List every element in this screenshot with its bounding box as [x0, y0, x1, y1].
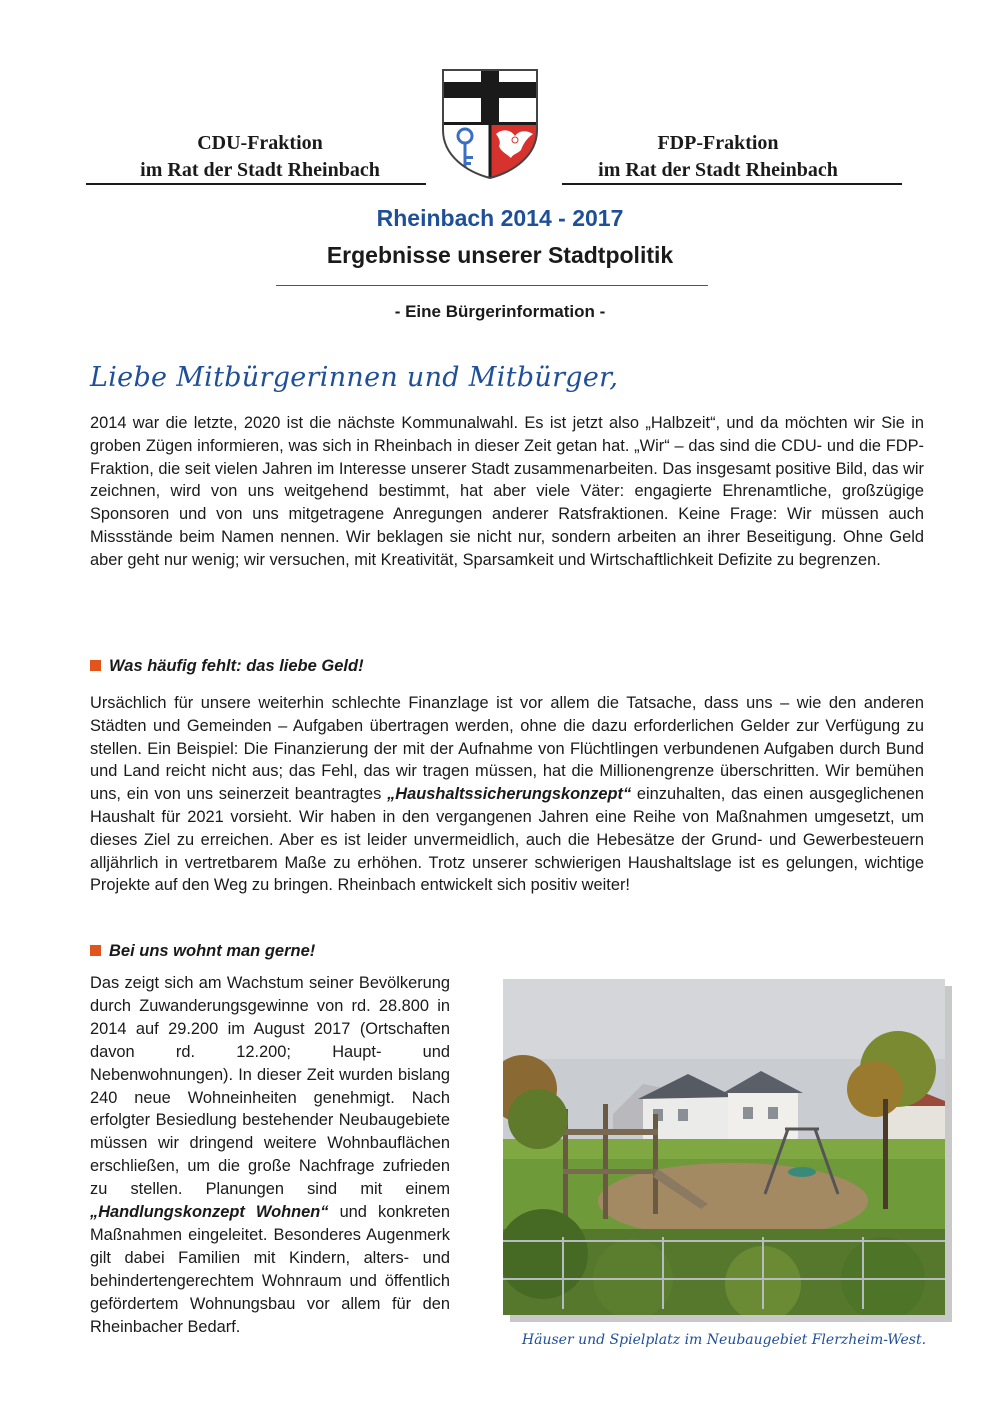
salutation: Liebe Mitbürgerinnen und Mitbürger, — [90, 362, 619, 393]
playground-photo-illustration — [503, 979, 945, 1315]
section-geld-paragraph — [90, 692, 924, 897]
coat-of-arms-logo — [441, 68, 539, 180]
header-fdp-line1: FDP-Fraktion — [657, 132, 779, 154]
subtitle: - Eine Bürgerinformation - — [394, 302, 606, 321]
section-geld-text-a: Ursächlich für unsere weiterhin schlechte Finanzlage ist vor allem die Tatsache, dass uns – wie den anderen Städten und Gemeinden – Aufgaben übertragen werden, ohne die dazu erforderlichen Gelder zur Verfügung zu stellen. Ein Beispiel: Die Finanzierung der mit der Aufnahme von Flüchtlingen verbundenen Aufgaben durch Bund und Land reicht nicht aus; das Fehl, das wir tragen müssen, hat die Millionengrenze überschritten. Wir bemühen uns, ein von uns seinerzeit beantragtes — [90, 694, 924, 804]
bullet-square-icon — [90, 660, 101, 671]
section-wohnen-text-b: und konkreten Maßnahmen eingeleitet. Besonderes Augenmerk gilt dabei Familien mit Kindern, alters- und behindertengerechtem Wohnraum und öffentlich gefördertem Wohnungsbau vor allem für den Rheinbacher Bedarf. — [90, 1203, 451, 1336]
title-main: Ergebnisse unserer Stadtpolitik — [326, 242, 674, 268]
section-heading-geld-text: Was häufig fehlt: das liebe Geld! — [109, 657, 364, 675]
title-rule — [276, 285, 708, 286]
section-geld-text-b: einzuhalten, das einen ausgeglichenen Haushalt für 2021 vorsieht. Wir haben in den vergangenen Jahren eine Reihe von Maßnahmen umgesetzt, um dieses Ziel zu erreichen. Aber es ist leider unvermeidlich, auch die Hebesätze der Grund- und Gewerbesteuern alljährlich in vertretbarem Maße zu erhöhen. Trotz unserer schwierigen Haushaltslage ist es gelungen, wichtige Projekte auf den Weg zu bringen. Rheinbach entwickelt sich positiv weiter! — [90, 785, 924, 895]
header-rule-left — [86, 183, 426, 185]
header-cdu-line2: im Rat der Stadt Rheinbach — [140, 159, 380, 181]
section-wohnen-text-a: Das zeigt sich am Wachstum seiner Bevölkerung durch Zuwanderungsgewinne von rd. 28.800 in 2014 auf 29.200 im August 2017 (Ortschaften davon rd. 12.200; Haupt- und Nebenwohnungen). In dieser Zeit wurden bislang 240 neue Wohneinheiten genehmigt. Nach erfolgter Besiedlung bestehender Neubaugebiete müssen wir dringend weitere Wohnbauflächen erschließen, um die große Nachfrage zufrieden zu stellen. Planungen sind mit einem — [90, 974, 450, 1199]
section-heading-wohnen — [90, 942, 315, 961]
title-years: Rheinbach 2014 - 2017 — [376, 205, 624, 231]
header-rule-right — [562, 183, 902, 185]
photo-caption: Häuser und Spielplatz im Neubaugebiet Flerzheim-West. — [521, 1332, 927, 1348]
section-heading-wohnen-text: Bei uns wohnt man gerne! — [109, 942, 316, 960]
section-geld-emphasis: „Haushaltssicherungskonzept“ — [387, 785, 632, 804]
header-cdu — [90, 130, 430, 184]
header-fdp — [548, 130, 888, 184]
bullet-square-icon — [90, 945, 101, 956]
section-heading-geld — [90, 657, 364, 676]
section-wohnen-emphasis: „Handlungskonzept Wohnen“ — [90, 1203, 329, 1222]
section-wohnen-paragraph — [90, 972, 450, 1339]
header-cdu-line1: CDU-Fraktion — [197, 132, 323, 154]
intro-paragraph: 2014 war die letzte, 2020 ist die nächste Kommunalwahl. Es ist jetzt also „Halbzeit“, und da möchten wir Sie in groben Zügen informieren, was sich in Rheinbach in dieser Zeit getan hat. „Wir“ – das sind die CDU- und die FDP-Fraktion, die seit vielen Jahren im Interesse unserer Stadt zusammenarbeiten. Das insgesamt positive Bild, das wir zeichnen, wird von uns weitgehend bestimmt, hat aber viele Väter: engagierte Ehrenamtliche, großzügige Sponsoren und von uns mitgetragene Anregungen anderer Ratsfraktionen. Keine Frage: Wir müssen auch Missstände beim Namen nennen. Wir beklagen sie nicht nur, sondern arbeiten an ihrer Beseitigung. Ohne Geld aber geht nur wenig; wir versuchen, mit Kreativität, Sparsamkeit und Wirtschaftlichkeit Defizite zu begrenzen. — [90, 414, 924, 569]
header-fdp-line2: im Rat der Stadt Rheinbach — [598, 159, 838, 181]
photo-playground — [503, 979, 945, 1315]
